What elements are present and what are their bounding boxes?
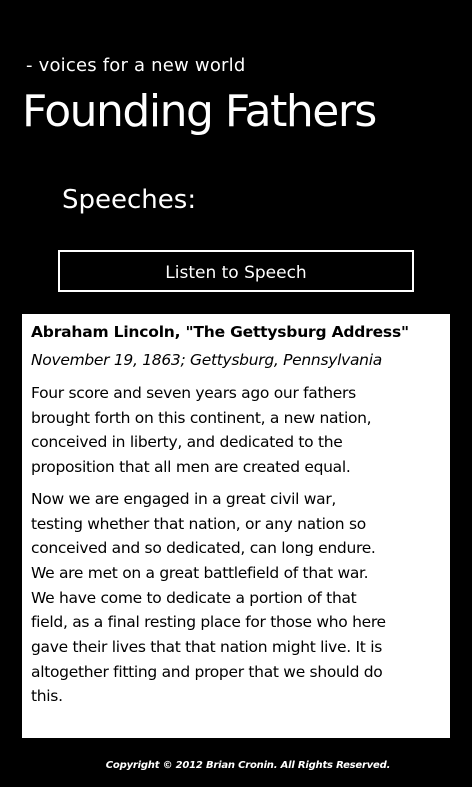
- speech-line: We are met on a great battlefield of that war.: [31, 563, 369, 582]
- app-title: Founding Fathers: [22, 86, 376, 137]
- speech-line: altogether fitting and proper that we should do: [31, 662, 383, 681]
- section-label-speeches: Speeches:: [62, 185, 197, 215]
- speech-line: brought forth on this continent, a new nation,: [31, 408, 372, 427]
- speech-line: Four score and seven years ago our fathers: [31, 384, 356, 402]
- speech-heading: Abraham Lincoln, "The Gettysburg Address": [31, 323, 409, 341]
- speech-line: proposition that all men are created equal.: [31, 458, 351, 477]
- speech-line: gave their lives that that nation might live. It is: [31, 638, 382, 657]
- listen-to-speech-button[interactable]: Listen to Speech: [58, 250, 414, 292]
- speech-line: field, as a final resting place for those who here: [31, 613, 386, 632]
- speech-line: testing whether that nation, or any nation so: [31, 514, 366, 533]
- speech-paragraph: [31, 381, 441, 480]
- speech-paragraph: [31, 487, 441, 709]
- speech-line: conceived in liberty, and dedicated to the: [31, 433, 343, 452]
- speech-line: conceived and so dedicated, can long endure.: [31, 539, 376, 558]
- copyright-notice: Copyright © 2012 Brian Cronin. All Rights Reserved.: [105, 760, 391, 771]
- speech-line: this.: [31, 687, 63, 706]
- speech-text-panel[interactable]: [22, 314, 450, 738]
- speech-line: Now we are engaged in a great civil war,: [31, 489, 337, 508]
- speech-line: We have come to dedicate a portion of that: [31, 588, 357, 607]
- app-subtitle: - voices for a new world: [26, 55, 246, 76]
- speech-date-location: November 19, 1863; Gettysburg, Pennsylvania: [31, 351, 382, 369]
